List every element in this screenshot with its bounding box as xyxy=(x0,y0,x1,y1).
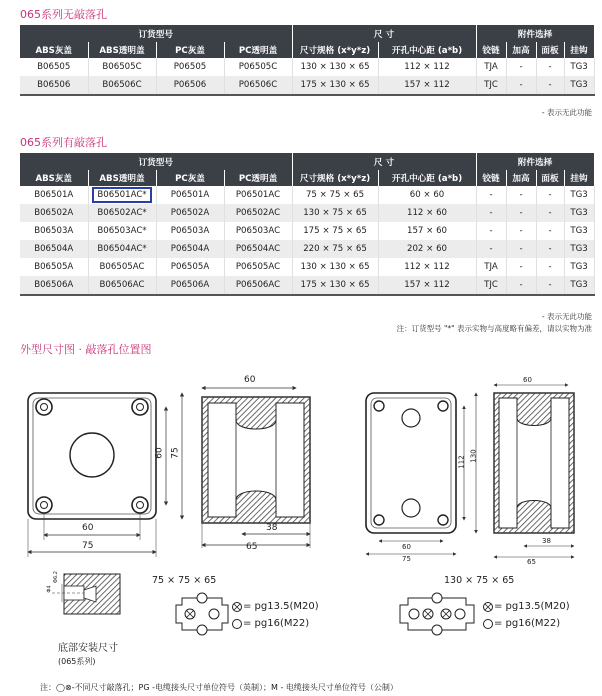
cell: - xyxy=(476,240,506,258)
mount-dim-phi4: Φ4 xyxy=(46,585,53,593)
cell: B06503A xyxy=(20,222,88,240)
cell: - xyxy=(536,258,564,276)
col-header: PC灰盖 xyxy=(156,42,224,58)
cell: 175 × 75 × 65 xyxy=(292,222,378,240)
group-header-size: 尺 寸 xyxy=(292,25,476,42)
cell: P06503A xyxy=(156,222,224,240)
mount-series: (065系列) xyxy=(58,657,96,666)
mount-label: 底部安装尺寸 xyxy=(58,643,118,654)
cell: 175 × 130 × 65 xyxy=(292,76,378,95)
dim-small-top-width: 60 xyxy=(244,375,256,385)
cell: 112 × 112 xyxy=(378,58,476,76)
cell: P06503AC xyxy=(224,222,292,240)
cell: - xyxy=(476,204,506,222)
col-header: 尺寸规格 (x*y*z) xyxy=(292,42,378,58)
col-header: 面板 xyxy=(536,170,564,186)
mount-dim-phi62: Φ6.2 xyxy=(52,571,59,583)
knockout-pattern-large xyxy=(400,593,474,635)
cell: B06502AC* xyxy=(88,204,156,222)
col-header: ABS灰盖 xyxy=(20,170,88,186)
cell: P06506 xyxy=(156,76,224,95)
large-box-side-view xyxy=(494,385,574,557)
cell: 202 × 60 xyxy=(378,240,476,258)
cell: - xyxy=(506,240,536,258)
cell: 157 × 60 xyxy=(378,222,476,240)
cell: 220 × 75 × 65 xyxy=(292,240,378,258)
cell: TG3 xyxy=(564,276,594,295)
cell: 112 × 112 xyxy=(378,258,476,276)
cell: P06505 xyxy=(156,58,224,76)
cell: - xyxy=(506,258,536,276)
group-header-order: 订货型号 xyxy=(20,153,292,170)
cell: P06504A xyxy=(156,240,224,258)
cell: TJA xyxy=(476,58,506,76)
group-header-order: 订货型号 xyxy=(20,25,292,42)
cell: B06506 xyxy=(20,76,88,95)
cell: 112 × 60 xyxy=(378,204,476,222)
cell: 75 × 75 × 65 xyxy=(292,186,378,204)
legend-pg-m20-small: = pg13.5(M20) xyxy=(243,601,319,612)
cell: B06504A xyxy=(20,240,88,258)
dim-large-width-outer: 75 xyxy=(402,555,411,563)
small-box-front-view xyxy=(28,393,182,557)
section1-note: - 表示无此功能 xyxy=(541,108,592,117)
cell: - xyxy=(506,186,536,204)
cell: - xyxy=(536,58,564,76)
cell: - xyxy=(506,276,536,295)
section2-note2: 注：订货型号 "*" 表示实物与高度略有偏差，请以实物为准 xyxy=(396,324,592,333)
dim-large-side-inner: 38 xyxy=(542,537,551,545)
legend-pg-m22-large: = pg16(M22) xyxy=(494,618,561,629)
cell: P06505C xyxy=(224,58,292,76)
col-header: PC灰盖 xyxy=(156,170,224,186)
dim-small-width: 60 xyxy=(82,523,94,533)
cell: 130 × 75 × 65 xyxy=(292,204,378,222)
cell: 130 × 130 × 65 xyxy=(292,58,378,76)
cell: P06506A xyxy=(156,276,224,295)
cell: B06506AC xyxy=(88,276,156,295)
legend-pg-m22-small: = pg16(M22) xyxy=(243,618,310,629)
group-header-accessory: 附件选择 xyxy=(476,25,594,42)
dim-large-side-depth: 65 xyxy=(527,558,536,566)
col-header: 加高 xyxy=(506,42,536,58)
size-label-large: 130 × 75 × 65 xyxy=(444,575,515,586)
col-header: 挂钩 xyxy=(564,42,594,58)
cell: - xyxy=(506,58,536,76)
footnote: 注：◯⊗-不同尺寸敲落孔；PG -电缆接头尺寸单位符号（英制）；M - 电缆接头尺寸单位符号（公制） xyxy=(40,683,398,692)
highlight-box: B06501AC* xyxy=(92,187,151,203)
col-header: 开孔中心距 (a*b) xyxy=(378,170,476,186)
size-label-small: 75 × 75 × 65 xyxy=(152,575,217,586)
large-box-front-view xyxy=(366,393,476,554)
cell: P06502AC xyxy=(224,204,292,222)
col-header: 铰链 xyxy=(476,170,506,186)
cell: B06506A xyxy=(20,276,88,295)
knockout-pattern-small xyxy=(176,593,228,635)
cell: 157 × 112 xyxy=(378,276,476,295)
section2-note1: - 表示无此功能 xyxy=(541,312,592,321)
cell: TJC xyxy=(476,276,506,295)
cell: - xyxy=(476,222,506,240)
cell: - xyxy=(536,222,564,240)
small-box-side-view xyxy=(202,388,310,548)
cell: B06501A xyxy=(20,186,88,204)
cell: B06505C xyxy=(88,58,156,76)
cell: 130 × 130 × 65 xyxy=(292,258,378,276)
cell: - xyxy=(506,222,536,240)
col-header: 铰链 xyxy=(476,42,506,58)
col-header: PC透明盖 xyxy=(224,42,292,58)
dim-large-top-width: 60 xyxy=(523,376,532,384)
legend-pg-m20-large: = pg13.5(M20) xyxy=(494,601,570,612)
drawings-title: 外型尺寸图 · 敲落孔位置图 xyxy=(20,343,152,356)
section2-title: 065系列有敲落孔 xyxy=(20,136,107,149)
cell: P06506C xyxy=(224,76,292,95)
cell: TG3 xyxy=(564,258,594,276)
cell: TG3 xyxy=(564,222,594,240)
cell: - xyxy=(536,240,564,258)
dim-small-height: 60 xyxy=(154,447,165,459)
col-header: ABS透明盖 xyxy=(88,42,156,58)
dim-large-height-outer: 130 xyxy=(469,449,478,463)
dim-small-side-inner: 38 xyxy=(266,523,278,533)
col-header: 开孔中心距 (a*b) xyxy=(378,42,476,58)
dim-small-side-depth: 65 xyxy=(246,542,258,552)
col-header: 加高 xyxy=(506,170,536,186)
cell: P06506AC xyxy=(224,276,292,295)
cell: - xyxy=(536,204,564,222)
cell: TG3 xyxy=(564,186,594,204)
cell: P06501A xyxy=(156,186,224,204)
section1-title: 065系列无敲落孔 xyxy=(20,8,107,21)
col-header: PC透明盖 xyxy=(224,170,292,186)
col-header: ABS灰盖 xyxy=(20,42,88,58)
cell: TJA xyxy=(476,258,506,276)
col-header: ABS透明盖 xyxy=(88,170,156,186)
col-header: 挂钩 xyxy=(564,170,594,186)
cell: - xyxy=(506,204,536,222)
cell: P06502A xyxy=(156,204,224,222)
dim-large-height-inner: 112 xyxy=(457,455,466,469)
mount-detail xyxy=(52,574,120,614)
cell: TG3 xyxy=(564,58,594,76)
cell: TJC xyxy=(476,76,506,95)
cell: B06504AC* xyxy=(88,240,156,258)
col-header: 面板 xyxy=(536,42,564,58)
cell: B06503AC* xyxy=(88,222,156,240)
cell: - xyxy=(506,76,536,95)
cell: TG3 xyxy=(564,76,594,95)
cell: B06502A xyxy=(20,204,88,222)
cell: B06505 xyxy=(20,58,88,76)
col-header: 尺寸规格 (x*y*z) xyxy=(292,170,378,186)
cell: 175 × 130 × 65 xyxy=(292,276,378,295)
dim-small-outer-width: 75 xyxy=(82,541,94,551)
cell: B06506C xyxy=(88,76,156,95)
cell: P06505AC xyxy=(224,258,292,276)
cell: 157 × 112 xyxy=(378,76,476,95)
cell: - xyxy=(476,186,506,204)
cell: - xyxy=(536,76,564,95)
group-header-accessory: 附件选择 xyxy=(476,153,594,170)
cell: P06504AC xyxy=(224,240,292,258)
cell: - xyxy=(536,276,564,295)
cell: P06505A xyxy=(156,258,224,276)
cell: TG3 xyxy=(564,240,594,258)
cell: TG3 xyxy=(564,204,594,222)
cell: 60 × 60 xyxy=(378,186,476,204)
dim-small-outer-height: 75 xyxy=(170,447,181,459)
cell: B06505A xyxy=(20,258,88,276)
dim-large-width-inner: 60 xyxy=(402,543,411,551)
cell: - xyxy=(536,186,564,204)
cell: B06505AC xyxy=(88,258,156,276)
group-header-size: 尺 寸 xyxy=(292,153,476,170)
cell: P06501AC xyxy=(224,186,292,204)
